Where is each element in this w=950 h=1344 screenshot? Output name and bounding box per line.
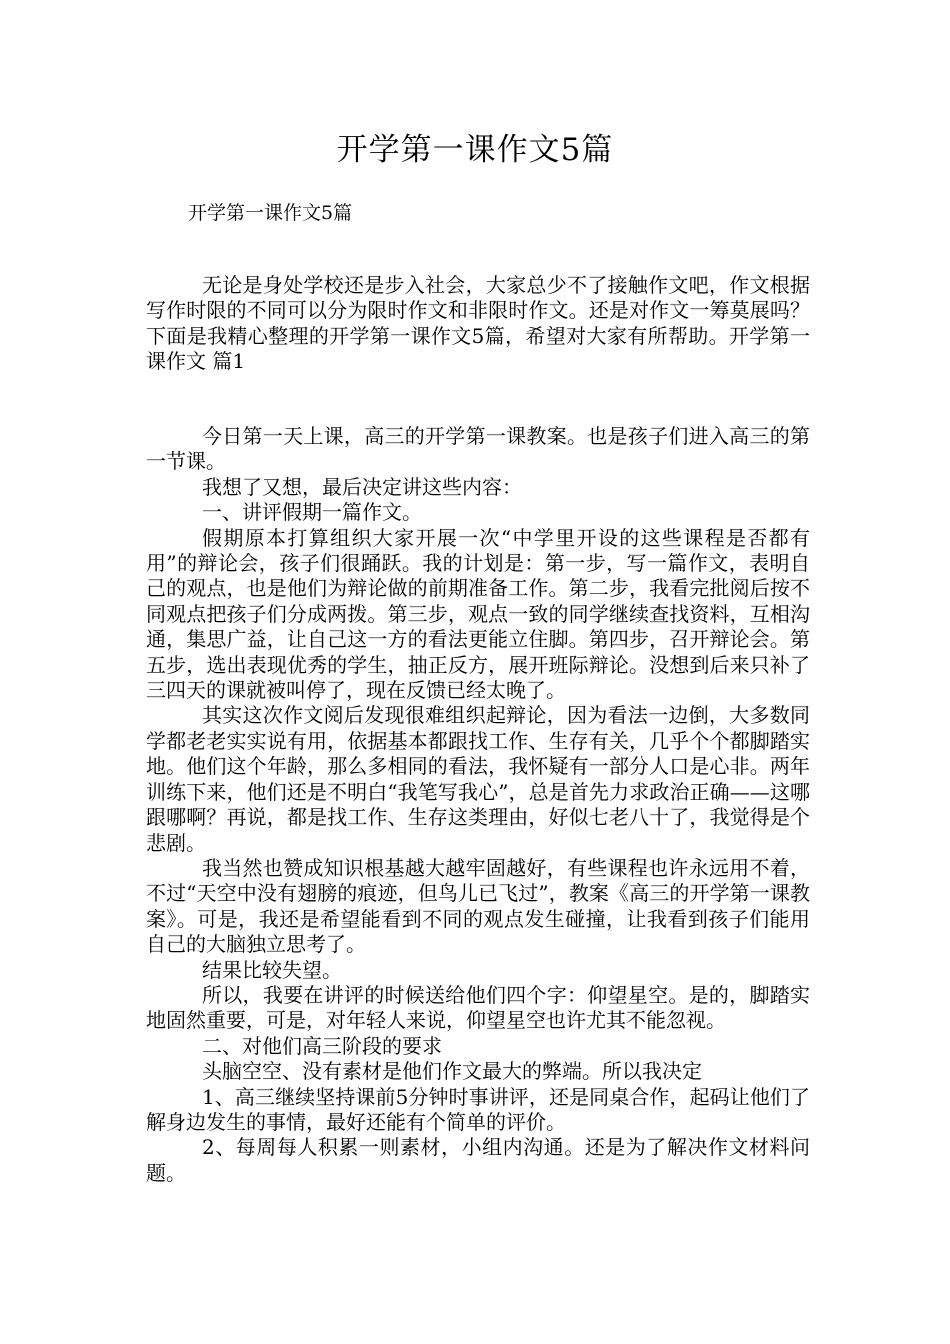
list-item: 1、高三继续坚持课前5分钟时事讲评，还是同桌合作，起码让他们了解身边发生的事情，最好还能有个简单的评价。	[146, 1084, 810, 1134]
body-paragraph: 结果比较失望。	[202, 957, 342, 982]
body-paragraph: 头脑空空、没有素材是他们作文最大的弊端。所以我决定	[202, 1059, 702, 1084]
section-heading: 二、对他们高三阶段的要求	[202, 1033, 442, 1058]
body-paragraph: 我当然也赞成知识根基越大越牢固越好，有些课程也许永远用不着，不过“天空中没有翅膀的痕迹，但鸟儿已飞过”，教案《高三的开学第一课教案》。可是，我还是希望能看到不同的观点发生碰撞，让我看到孩子们能用自己的大脑独立思考了。	[146, 855, 810, 957]
document-subtitle: 开学第一课作文5篇	[188, 202, 353, 224]
body-paragraph: 今日第一天上课，高三的开学第一课教案。也是孩子们进入高三的第一节课。	[146, 424, 810, 474]
intro-section	[146, 273, 810, 375]
essay-body	[146, 424, 810, 1186]
body-paragraph: 其实这次作文阅后发现很难组织起辩论，因为看法一边倒，大多数同学都老老实实说有用，依据基本都跟找工作、生存有关，几乎个个都脚踏实地。他们这个年龄，那么多相同的看法，我怀疑有一部分人口是心非。两年训练下来，他们还是不明白“我笔写我心”，总是首先力求政治正确——这哪跟哪啊？再说，都是找工作、生存这类理由，好似七老八十了，我觉得是个悲剧。	[146, 703, 810, 855]
intro-paragraph: 无论是身处学校还是步入社会，大家总少不了接触作文吧，作文根据写作时限的不同可以分为限时作文和非限时作文。还是对作文一筹莫展吗？下面是我精心整理的开学第一课作文5篇，希望对大家有所帮助。开学第一课作文 篇1	[146, 273, 810, 374]
body-paragraph: 所以，我要在讲评的时候送给他们四个字：仰望星空。是的，脚踏实地固然重要，可是，对年轻人来说，仰望星空也许尤其不能忽视。	[146, 982, 810, 1033]
body-paragraph: 假期原本打算组织大家开展一次“中学里开设的这些课程是否都有用”的辩论会，孩子们很踊跃。我的计划是：第一步，写一篇作文，表明自己的观点，也是他们为辩论做的前期准备工作。第二步，我看完批阅后按不同观点把孩子们分成两拨。第三步，观点一致的同学继续查找资料，互相沟通，集思广益，让自己这一方的看法更能立住脚。第四步，召开辩论会。第五步，选出表现优秀的学生，抽正反方，展开班际辩论。没想到后来只补了三四天的课就被叫停了，现在反馈已经太晚了。	[146, 525, 810, 703]
document-title: 开学第一课作文5篇	[336, 132, 614, 168]
section-heading: 一、讲评假期一篇作文。	[202, 500, 422, 525]
list-item: 2、每周每人积累一则素材，小组内沟通。还是为了解决作文材料问题。	[146, 1135, 810, 1185]
body-paragraph: 我想了又想，最后决定讲这些内容：	[202, 474, 522, 499]
